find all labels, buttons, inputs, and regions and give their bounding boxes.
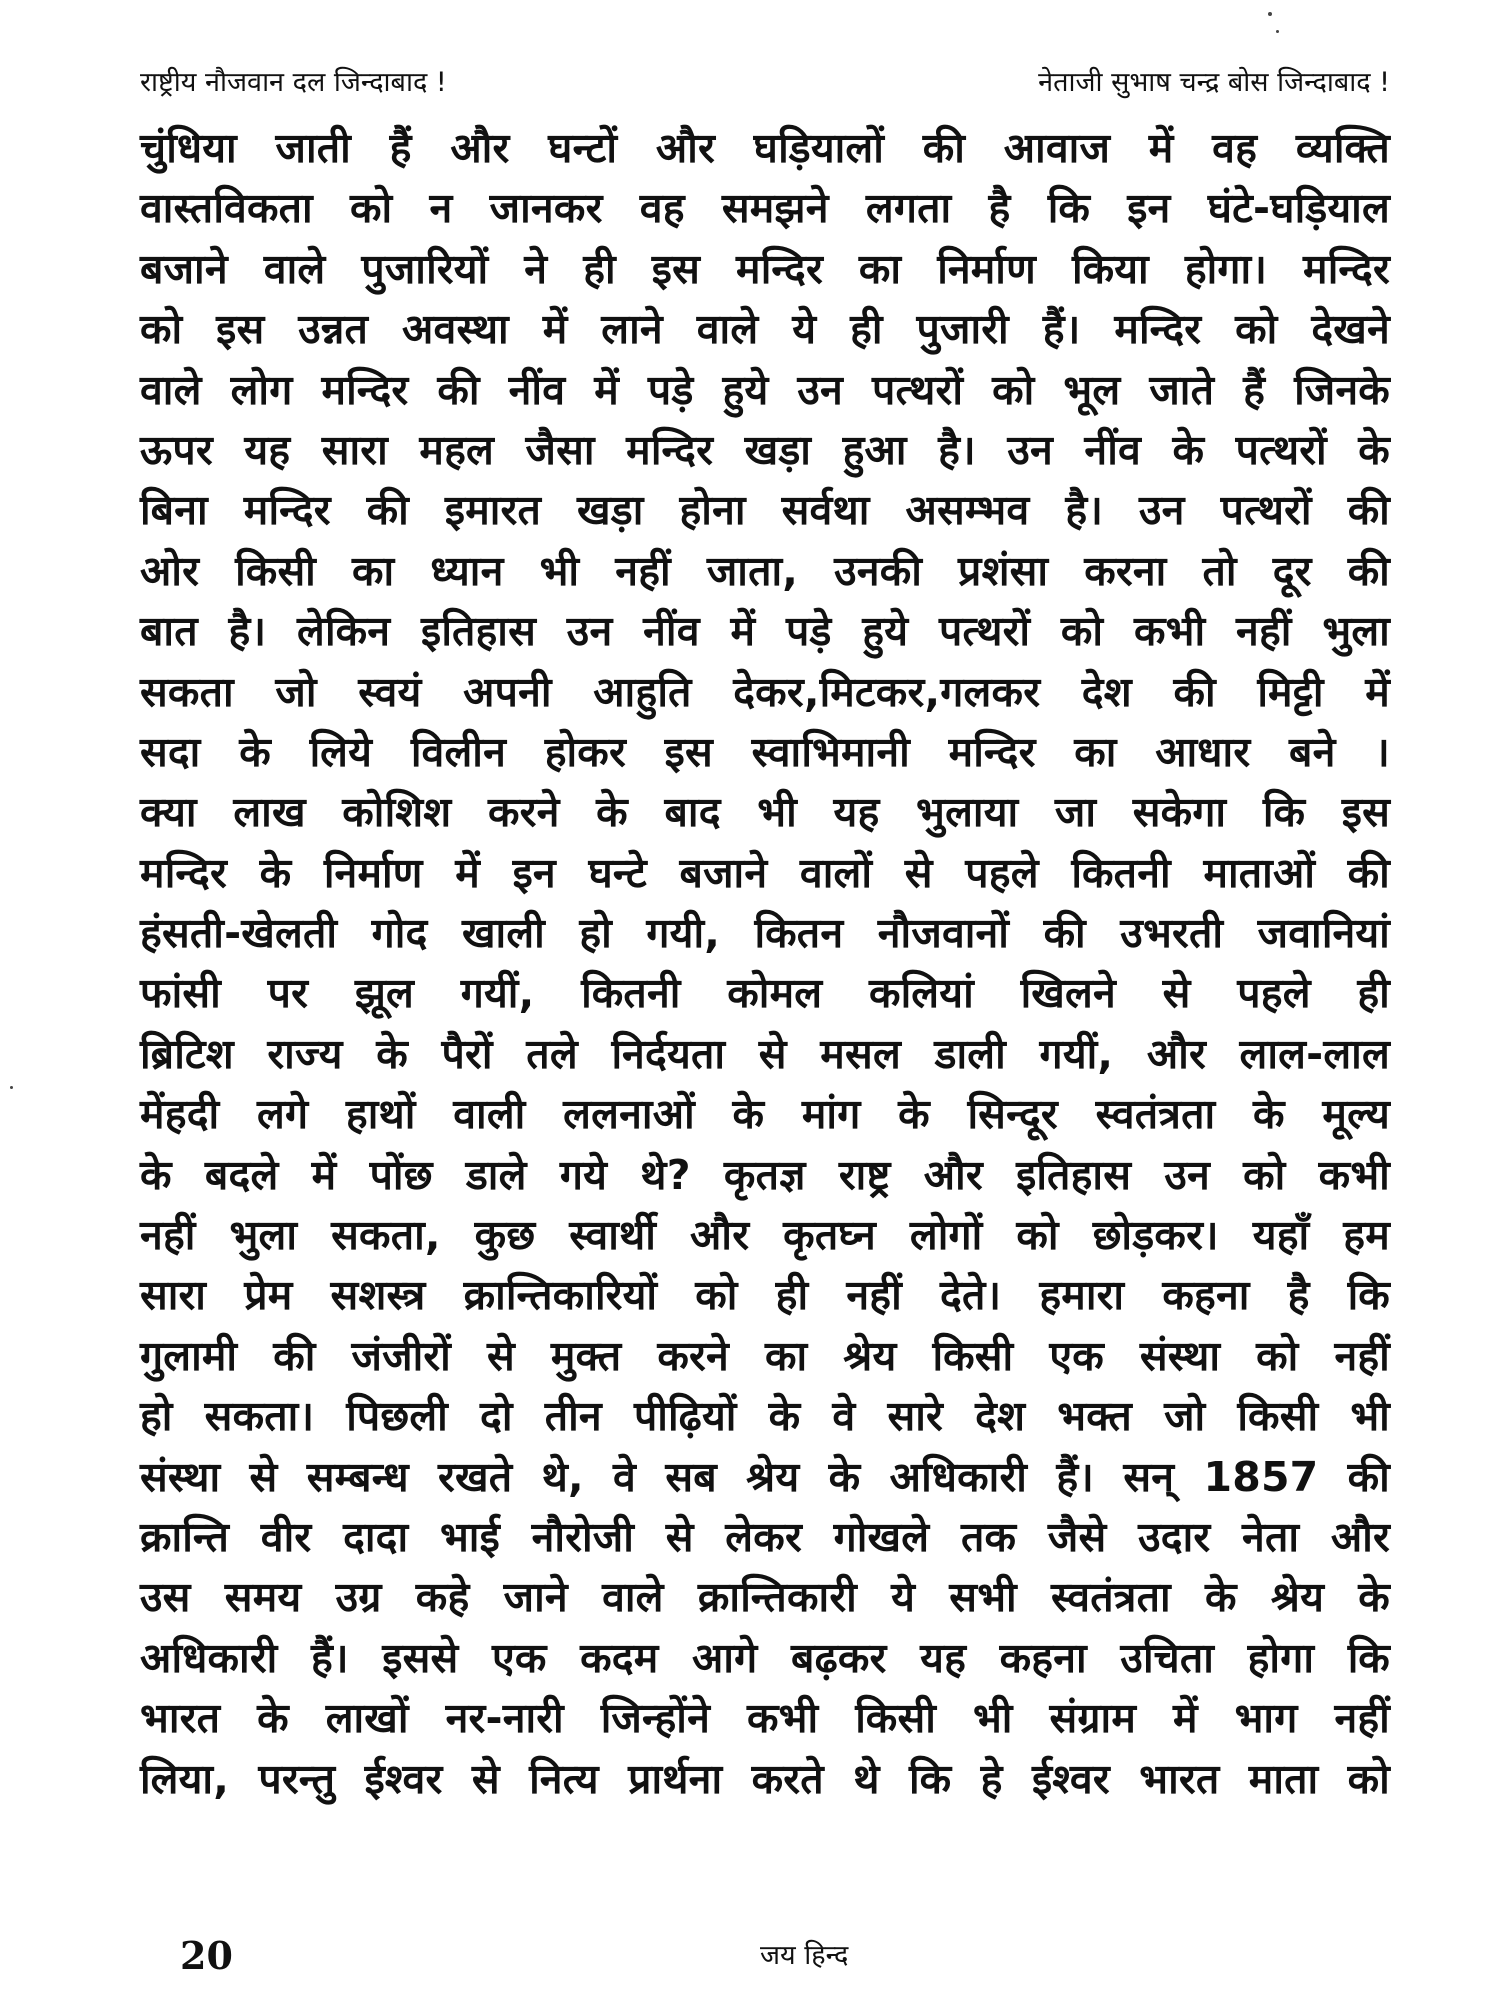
text-line: बजाने वाले पुजारियों ने ही इस मन्दिर का निर्माण किया होगा। मन्दिर: [140, 244, 1390, 293]
text-line: भारत के लाखों नर-नारी जिन्होंने कभी किसी भी संग्राम में भाग नहीं: [140, 1694, 1390, 1743]
text-line: मन्दिर के निर्माण में इन घन्टे बजाने वालों से पहले कितनी माताओं की: [140, 848, 1390, 897]
scan-speck: [10, 1086, 13, 1089]
text-line: सकता जो स्वयं अपनी आहुति देकर,मिटकर,गलकर देश की मिट्टी में: [140, 667, 1390, 716]
text-line: क्या लाख कोशिश करने के बाद भी यह भुलाया जा सकेगा कि इस: [140, 788, 1390, 837]
text-line: ओर किसी का ध्यान भी नहीं जाता, उनकी प्रशंसा करना तो दूर की: [140, 546, 1390, 595]
text-line: क्रान्ति वीर दादा भाई नौरोजी से लेकर गोखले तक जैसे उदार नेता और: [140, 1512, 1390, 1561]
scan-speck: [1268, 12, 1272, 16]
scan-speck: [1276, 30, 1279, 33]
text-line: बात है। लेकिन इतिहास उन नींव में पड़े हुये पत्थरों को कभी नहीं भुला: [140, 607, 1390, 656]
text-line: उस समय उग्र कहे जाने वाले क्रान्तिकारी ये सभी स्वतंत्रता के श्रेय के: [140, 1573, 1390, 1622]
text-line: हंसती-खेलती गोद खाली हो गयी, कितन नौजवानों की उभरती जवानियां: [140, 909, 1390, 958]
text-line: ब्रिटिश राज्य के पैरों तले निर्दयता से मसल डाली गयीं, और लाल-लाल: [140, 1029, 1390, 1078]
text-line: वास्तविकता को न जानकर वह समझने लगता है कि इन घंटे-घड़ियाल: [140, 184, 1390, 233]
page-number: 20: [180, 1933, 233, 1978]
text-line: फांसी पर झूल गयीं, कितनी कोमल कलियां खिलने से पहले ही: [140, 969, 1390, 1018]
text-line: ऊपर यह सारा महल जैसा मन्दिर खड़ा हुआ है। उन नींव के पत्थरों के: [140, 425, 1390, 474]
footer-slogan: जय हिन्द: [760, 1940, 849, 1971]
text-line: गुलामी की जंजीरों से मुक्त करने का श्रेय किसी एक संस्था को नहीं: [140, 1331, 1390, 1380]
text-line: नहीं भुला सकता, कुछ स्वार्थी और कृतघ्न लोगों को छोड़कर। यहाँ हम: [140, 1211, 1390, 1260]
page-footer: [140, 1928, 1390, 1984]
text-line: संस्था से सम्बन्ध रखते थे, वे सब श्रेय के अधिकारी हैं। सन् 1857 की: [140, 1452, 1390, 1501]
text-line: सदा के लिये विलीन होकर इस स्वाभिमानी मन्दिर का आधार बने ।: [140, 727, 1390, 776]
text-line: मेंहदी लगे हाथों वाली ललनाओं के मांग के सिन्दूर स्वतंत्रता के मूल्य: [140, 1090, 1390, 1139]
text-line: को इस उन्नत अवस्था में लाने वाले ये ही पुजारी हैं। मन्दिर को देखने: [140, 305, 1390, 354]
text-line: अधिकारी हैं। इससे एक कदम आगे बढ़कर यह कहना उचिता होगा कि: [140, 1633, 1390, 1682]
text-line: लिया, परन्तु ईश्वर से नित्य प्रार्थना करते थे कि हे ईश्वर भारत माता को: [140, 1754, 1390, 1803]
text-line: सारा प्रेम सशस्त्र क्रान्तिकारियों को ही नहीं देते। हमारा कहना है कि: [140, 1271, 1390, 1320]
text-line: बिना मन्दिर की इमारत खड़ा होना सर्वथा असम्भव है। उन पत्थरों की: [140, 486, 1390, 535]
text-line: हो सकता। पिछली दो तीन पीढ़ियों के वे सारे देश भक्त जो किसी भी: [140, 1392, 1390, 1441]
running-header: [140, 58, 1390, 108]
text-line: वाले लोग मन्दिर की नींव में पड़े हुये उन पत्थरों को भूल जाते हैं जिनके: [140, 365, 1390, 414]
body-text: [140, 118, 1390, 1809]
header-left-slogan: राष्ट्रीय नौजवान दल जिन्दाबाद !: [140, 67, 447, 98]
text-line: चुंधिया जाती हैं और घन्टों और घड़ियालों की आवाज में वह व्यक्ति: [140, 124, 1390, 172]
text-line: के बदले में पोंछ डाले गये थे? कृतज्ञ राष्ट्र और इतिहास उन को कभी: [140, 1150, 1390, 1199]
header-right-slogan: नेताजी सुभाष चन्द्र बोस जिन्दाबाद !: [1038, 67, 1390, 98]
